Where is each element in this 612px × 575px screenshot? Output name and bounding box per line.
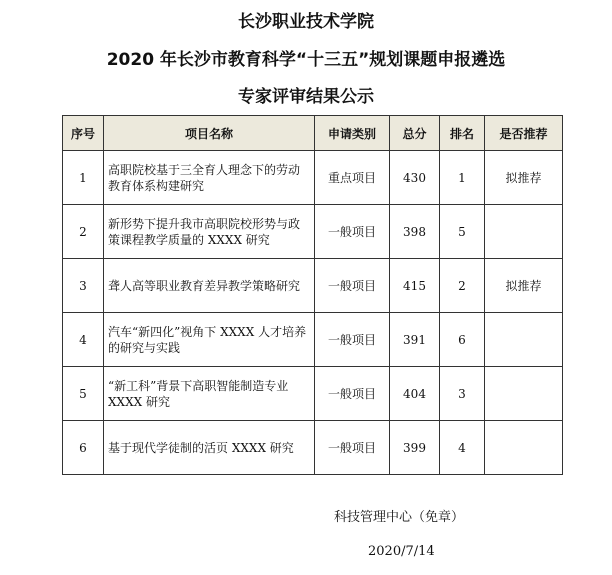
column-header-name: 项目名称 [104, 116, 315, 151]
cell-recommend [485, 205, 563, 259]
column-header-category: 申请类别 [315, 116, 390, 151]
table-row [63, 313, 563, 367]
cell-category: 一般项目 [315, 367, 390, 421]
table-header-row [63, 116, 563, 151]
cell-no: 4 [63, 313, 104, 367]
column-header-no: 序号 [63, 116, 104, 151]
cell-no: 2 [63, 205, 104, 259]
cell-score: 415 [390, 259, 440, 313]
cell-recommend: 拟推荐 [485, 151, 563, 205]
cell-rank: 4 [440, 421, 485, 475]
cell-recommend [485, 313, 563, 367]
cell-name: 聋人高等职业教育差异教学策略研究 [104, 259, 315, 313]
table-row [63, 259, 563, 313]
table-row [63, 205, 563, 259]
document-heading: 专家评审结果公示 [238, 87, 374, 107]
table-row [63, 367, 563, 421]
cell-score: 391 [390, 313, 440, 367]
cell-category: 一般项目 [315, 313, 390, 367]
cell-name: “新工科”背景下高职智能制造专业 XXXX 研究 [104, 367, 315, 421]
cell-category: 一般项目 [315, 205, 390, 259]
cell-score: 398 [390, 205, 440, 259]
cell-no: 6 [63, 421, 104, 475]
cell-recommend [485, 367, 563, 421]
table-row [63, 151, 563, 205]
cell-no: 5 [63, 367, 104, 421]
cell-category: 一般项目 [315, 421, 390, 475]
column-header-rank: 排名 [440, 116, 485, 151]
cell-rank: 2 [440, 259, 485, 313]
column-header-score: 总分 [390, 116, 440, 151]
cell-score: 404 [390, 367, 440, 421]
cell-name: 基于现代学徒制的活页 XXXX 研究 [104, 421, 315, 475]
document-title: 长沙职业技术学院 [238, 12, 374, 32]
cell-score: 399 [390, 421, 440, 475]
cell-category: 重点项目 [315, 151, 390, 205]
cell-recommend: 拟推荐 [485, 259, 563, 313]
cell-no: 1 [63, 151, 104, 205]
column-header-recommend: 是否推荐 [485, 116, 563, 151]
cell-rank: 3 [440, 367, 485, 421]
issue-date: 2020/7/14 [368, 544, 435, 559]
table-row [63, 421, 563, 475]
cell-rank: 6 [440, 313, 485, 367]
cell-name: 汽车“新四化”视角下 XXXX 人才培养的研究与实践 [104, 313, 315, 367]
results-table [62, 115, 563, 475]
cell-name: 高职院校基于三全育人理念下的劳动教育体系构建研究 [104, 151, 315, 205]
cell-recommend [485, 421, 563, 475]
cell-score: 430 [390, 151, 440, 205]
cell-rank: 5 [440, 205, 485, 259]
cell-no: 3 [63, 259, 104, 313]
issuer-label: 科技管理中心（免章） [334, 510, 465, 525]
cell-category: 一般项目 [315, 259, 390, 313]
cell-rank: 1 [440, 151, 485, 205]
cell-name: 新形势下提升我市高职院校形势与政策课程教学质量的 XXXX 研究 [104, 205, 315, 259]
document-subtitle: 2020 年长沙市教育科学“十三五”规划课题申报遴选 [106, 50, 506, 70]
